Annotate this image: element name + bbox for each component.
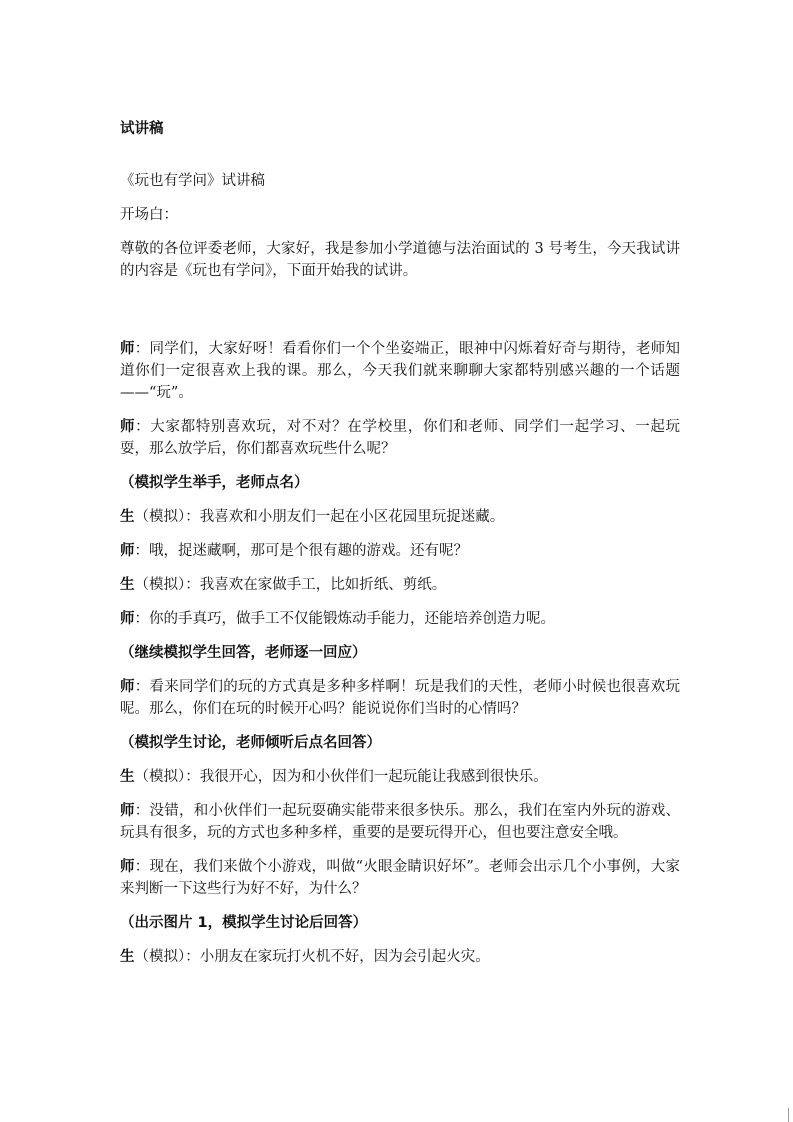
teacher-line <box>120 338 680 404</box>
speaker-label: 生 <box>120 949 135 965</box>
line-text: ：没错，和小伙伴们一起玩耍确实能带来很多快乐。那么，我们在室内外玩的游戏、玩具有很多，玩的方式也多种多样，重要的是要玩得开心，但也要注意安全哦。 <box>120 803 681 841</box>
stage-direction: （出示图片 1，模拟学生讨论后回答） <box>120 915 368 931</box>
teacher-line <box>120 800 680 844</box>
speaker-label: 师 <box>120 419 136 435</box>
dialogue-section <box>120 338 680 968</box>
speaker-label: 生 <box>120 769 135 785</box>
line-text: （模拟）：我喜欢在家做手工，比如折纸、剪纸。 <box>134 577 447 593</box>
speaker-label: 师 <box>120 341 135 357</box>
intro-paragraph: 尊敬的各位评委老师，大家好，我是参加小学道德与法治面试的 3 号考生，今天我试讲的内容是《玩也有学问》，下面开始我的试讲。 <box>120 241 680 279</box>
line-text: ：看来同学们的玩的方式真是多种多样啊！玩是我们的天性，老师小时候也很喜欢玩呢。那么，你们在玩的时候开心吗？能说说你们当时的心情吗？ <box>120 679 681 717</box>
speaker-label: 师 <box>120 859 135 875</box>
speaker-label: 师 <box>120 543 135 559</box>
student-line <box>120 946 680 968</box>
line-text: ：大家都特别喜欢玩，对不对？在学校里，你们和老师、同学们一起学习、一起玩耍，那么放学后，你们都喜欢玩些什么呢？ <box>120 419 681 457</box>
stage-direction: （模拟学生举手，老师点名） <box>120 475 309 491</box>
teacher-line <box>120 676 680 720</box>
teacher-line <box>120 540 680 562</box>
student-line <box>120 506 680 528</box>
opening-label: 开场白： <box>120 207 178 223</box>
line-text: ：哦，捉迷藏啊，那可是个很有趣的游戏。还有呢？ <box>134 543 468 559</box>
line-text: ：现在，我们来做个小游戏，叫做“火眼金睛识好坏”。老师会出示几个小事例，大家来判断一下这些行为好不好，为什么？ <box>120 859 681 897</box>
teacher-line <box>120 856 680 900</box>
line-text: ：你的手真巧，做手工不仅能锻炼动手能力，还能培养创造力呢。 <box>134 611 555 627</box>
teacher-line <box>120 608 680 630</box>
line-text: （模拟）：我很开心，因为和小伙伴们一起玩能让我感到很快乐。 <box>134 769 548 785</box>
line-text: ：同学们，大家好呀！看看你们一个个坐姿端正，眼神中闪烁着好奇与期待，老师知道你们一定很喜欢上我的课。那么，今天我们就来聊聊大家都特别感兴趣的一个话题——“玩”。 <box>120 341 681 401</box>
speaker-label: 师 <box>120 679 135 695</box>
speaker-label: 生 <box>120 577 135 593</box>
speaker-label: 师 <box>120 611 135 627</box>
stage-direction: （继续模拟学生回答，老师逐一回应） <box>120 645 367 661</box>
speaker-label: 师 <box>120 803 135 819</box>
page-edge-mark <box>788 1108 789 1122</box>
line-text: （模拟）：小朋友在家玩打火机不好，因为会引起火灾。 <box>134 949 490 965</box>
document-body <box>120 118 680 980</box>
student-line <box>120 574 680 596</box>
line-text: （模拟）：我喜欢和小朋友们一起在小区花园里玩捉迷藏。 <box>134 509 505 525</box>
document-subtitle: 《玩也有学问》试讲稿 <box>120 173 265 189</box>
student-line <box>120 766 680 788</box>
speaker-label: 生 <box>120 509 135 525</box>
teacher-line <box>120 416 680 460</box>
document-heading: 试讲稿 <box>120 121 164 137</box>
stage-direction: （模拟学生讨论，老师倾听后点名回答） <box>120 735 381 751</box>
